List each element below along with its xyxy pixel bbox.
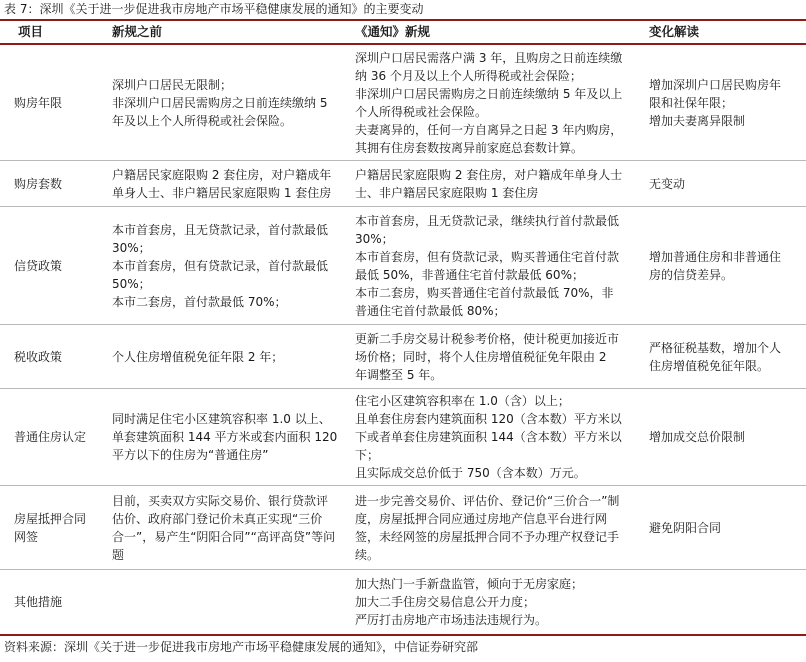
- cell-line: 估价、政府部门登记价未真正实现“三价: [112, 511, 323, 526]
- cell-before: [104, 570, 349, 634]
- cell-line: 度，房屋抵押合同应通过房地产信息平台进行网: [355, 511, 608, 526]
- cell-line: 下；: [355, 448, 380, 462]
- cell-line: 深圳户口居民无限制；: [112, 77, 233, 92]
- cell-line: 续。: [355, 547, 380, 562]
- source-note: 资料来源：深圳《关于进一步促进我市房地产市场平稳健康发展的通知》，中信证券研究部: [4, 640, 479, 654]
- table-header-row: [0, 21, 806, 45]
- table-row: [0, 569, 806, 634]
- cell-line: 年及以上个人所得税或社会保险。: [112, 113, 293, 128]
- cell-line: 普通住宅首付款最低 80%；: [355, 303, 506, 318]
- cell-before: [104, 486, 349, 569]
- cell-line: 房的信贷差异。: [649, 267, 734, 282]
- cell-line: 题: [112, 547, 125, 562]
- cell-item: 购房年限: [14, 95, 63, 110]
- cell-after: [349, 389, 643, 485]
- cell-change: [643, 325, 806, 388]
- cell-item: 购房套数: [14, 176, 63, 191]
- cell-line: 严厉打击房地产市场违法违规行为。: [355, 613, 548, 627]
- cell-line: 本市首套房，且无贷款记录，首付款最低: [112, 222, 329, 237]
- table-row: [0, 160, 806, 206]
- cell-line: 非深圳户口居民需购房之日前连续缴纳 5: [112, 95, 328, 110]
- cell-line: 平方以下的住房为“普通住房”: [112, 448, 269, 462]
- cell-line: 单身人士、非户籍居民家庭限购 1 套住房: [112, 185, 332, 200]
- header-change: 变化解读: [649, 24, 700, 39]
- cell-before: [104, 161, 349, 206]
- cell-line: 目前，买卖双方实际交易价、银行贷款评: [112, 493, 329, 508]
- cell-change: [643, 570, 806, 634]
- cell-line: 同时满足住宅小区建筑容积率 1.0 以上、: [112, 412, 331, 426]
- cell-line: 且实际成交总价低于 750（含本数）万元。: [355, 466, 586, 480]
- cell-item: 税收政策: [14, 349, 63, 364]
- table-row: [0, 206, 806, 324]
- cell-after: [349, 45, 643, 160]
- cell-line: 本市二套房，首付款最低 70%；: [112, 294, 287, 309]
- cell-change: [643, 486, 806, 569]
- cell-after: [349, 207, 643, 324]
- cell-after: [349, 325, 643, 388]
- cell-line: 住房增值税免征年限。: [649, 358, 770, 373]
- cell-line: 无变动: [649, 176, 686, 191]
- cell-line: 单套建筑面积 144 平方米或套内面积 120: [112, 430, 338, 444]
- header-item: 项目: [18, 24, 44, 39]
- cell-item: 普通住房认定: [14, 430, 87, 444]
- cell-line: 严格征税基数，增加个人: [649, 340, 782, 355]
- cell-line: 增加深圳户口居民购房年: [649, 77, 782, 92]
- cell-after: [349, 486, 643, 569]
- cell-line: 非深圳户口居民需购房之日前连续缴纳 5 年及以上: [355, 86, 623, 101]
- cell-before: [104, 207, 349, 324]
- cell-line: 合一”，易产生“阴阳合同”“高评高贷”等问: [112, 529, 336, 544]
- cell-line: 本市首套房，但有贷款记录，购买普通住宅首付款: [355, 249, 620, 264]
- cell-item: [0, 486, 104, 569]
- cell-after: [349, 570, 643, 634]
- cell-item: 信贷政策: [14, 258, 63, 273]
- cell-before: [104, 389, 349, 485]
- cell-before: [104, 45, 349, 160]
- cell-before: [104, 325, 349, 388]
- cell-line: 最低 50%，非普通住宅首付款最低 60%；: [355, 267, 584, 282]
- table-row: [0, 324, 806, 388]
- cell-line: 户籍居民家庭限购 2 套住房，对户籍成年单身人士: [355, 167, 623, 182]
- cell-line: 签，未经网签的房屋抵押合同不予办理产权登记手: [355, 529, 620, 544]
- cell-change: [643, 161, 806, 206]
- cell-line: 个人所得税或社会保险。: [355, 104, 488, 119]
- cell-item: 其他措施: [14, 595, 63, 609]
- cell-after: [349, 161, 643, 206]
- cell-line: 本市首套房，且无贷款记录，继续执行首付款最低: [355, 213, 620, 228]
- cell-line: 住宅小区建筑容积率在 1.0（含）以上；: [355, 394, 570, 408]
- cell-line: 更新二手房交易计税参考价格，使计税更加接近市: [355, 331, 620, 346]
- cell-line: 增加成交总价限制: [649, 430, 746, 444]
- cell-line: 50%；: [112, 276, 151, 291]
- cell-line: 限和社保年限；: [649, 95, 734, 110]
- table-row: [0, 45, 806, 160]
- cell-line: 年调整至 5 年。: [355, 367, 443, 382]
- cell-line: 本市首套房，但有贷款记录，首付款最低: [112, 258, 329, 273]
- cell-change: [643, 45, 806, 160]
- cell-line: 夫妻离异的，任何一方自离异之日起 3 年内购房，: [355, 122, 623, 137]
- cell-line: 增加普通住房和非普通住: [649, 249, 782, 264]
- cell-line: 户籍居民家庭限购 2 套住房，对户籍成年: [112, 167, 332, 182]
- cell-line: 网签: [14, 529, 39, 544]
- table-row: [0, 388, 806, 485]
- cell-line: 下或者单套住房建筑面积 144（含本数）平方米以: [355, 430, 622, 444]
- header-before: 新规之前: [112, 24, 163, 39]
- cell-line: 其拥有住房套数按离异前家庭总套数计算。: [355, 140, 584, 155]
- cell-line: 加大热门一手新盘监管，倾向于无房家庭；: [355, 577, 584, 591]
- cell-line: 深圳户口居民需落户满 3 年，且购房之日前连续缴: [355, 50, 623, 65]
- cell-line: 纳 36 个月及以上个人所得税或社会保险；: [355, 68, 582, 83]
- cell-line: 且单套住房套内建筑面积 120（含本数）平方米以: [355, 412, 622, 426]
- cell-line: 本市二套房，购买普通住宅首付款最低 70%，非: [355, 285, 614, 300]
- cell-line: 房屋抵押合同: [14, 511, 87, 526]
- cell-line: 加大二手住房交易信息公开力度；: [355, 595, 536, 609]
- cell-line: 30%；: [355, 231, 394, 246]
- cell-change: [643, 207, 806, 324]
- cell-line: 士、非户籍居民家庭限购 1 套住房: [355, 185, 539, 200]
- cell-change: [643, 389, 806, 485]
- table-row: [0, 485, 806, 569]
- table-caption: 表 7：深圳《关于进一步促进我市房地产市场平稳健康发展的通知》的主要变动: [4, 2, 424, 16]
- cell-line: 个人住房增值税免征年限 2 年；: [112, 349, 284, 364]
- cell-line: 避免阴阳合同: [649, 520, 722, 535]
- header-after: 《通知》新规: [355, 24, 431, 39]
- cell-line: 增加夫妻离异限制: [649, 113, 746, 128]
- cell-line: 30%；: [112, 240, 151, 255]
- policy-table: [0, 19, 806, 636]
- cell-line: 场价格；同时，将个人住房增值税征免年限由 2: [355, 349, 607, 364]
- cell-line: 进一步完善交易价、评估价、登记价“三价合一”制: [355, 493, 620, 508]
